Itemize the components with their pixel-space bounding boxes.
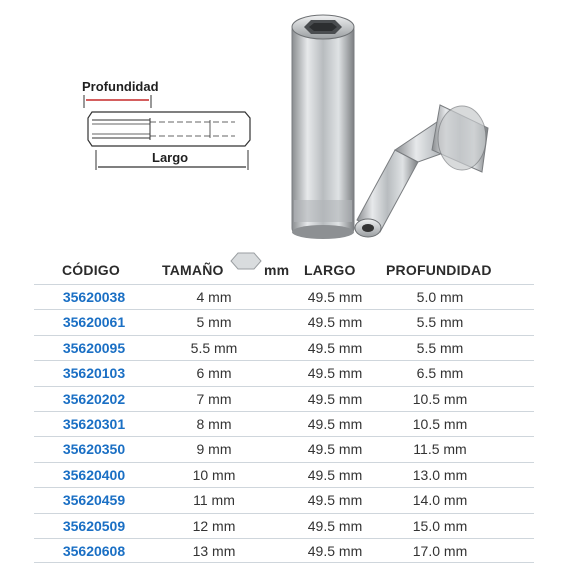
cell-depth: 5.0 mm xyxy=(416,289,464,305)
cell-length: 49.5 mm xyxy=(307,441,363,458)
table-row xyxy=(34,436,534,461)
cell-code[interactable]: 35620459 xyxy=(62,492,126,509)
table-row xyxy=(34,309,534,334)
cell-depth: 6.5 mm xyxy=(416,365,464,382)
cell-length: 49.5 mm xyxy=(307,365,363,382)
cell-size: 13 mm xyxy=(192,542,236,559)
table-row xyxy=(34,411,534,436)
specs-table xyxy=(34,256,534,563)
header-depth: PROFUNDIDAD xyxy=(386,262,492,278)
cell-size: 12 mm xyxy=(192,517,236,534)
socket-illustration xyxy=(0,0,570,255)
table-row xyxy=(34,462,534,487)
cell-length: 49.5 mm xyxy=(307,289,363,305)
cell-size: 10 mm xyxy=(192,466,236,483)
cell-length: 49.5 mm xyxy=(307,339,363,356)
cell-depth: 15.0 mm xyxy=(412,517,468,534)
cell-code[interactable]: 35620301 xyxy=(62,415,126,432)
cell-depth: 10.5 mm xyxy=(412,415,468,432)
cell-size: 9 mm xyxy=(196,441,232,458)
cell-size: 11 mm xyxy=(193,492,235,509)
product-diagram xyxy=(0,0,570,255)
cell-size: 8 mm xyxy=(196,415,232,432)
cell-depth: 14.0 mm xyxy=(412,492,468,509)
cell-code[interactable]: 35620608 xyxy=(62,542,126,559)
cell-code[interactable]: 35620061 xyxy=(62,314,126,331)
cell-code[interactable]: 35620038 xyxy=(62,289,126,305)
table-row xyxy=(34,538,534,563)
cell-size: 5.5 mm xyxy=(190,339,238,356)
header-size: TAMAÑO xyxy=(162,262,224,278)
cell-depth: 10.5 mm xyxy=(412,390,468,407)
length-label: Largo xyxy=(152,150,189,165)
header-size-unit: mm xyxy=(264,262,290,278)
table-header xyxy=(34,256,534,284)
cell-size: 7 mm xyxy=(196,390,232,407)
cell-depth: 5.5 mm xyxy=(416,339,464,356)
table-row xyxy=(34,386,534,411)
cell-length: 49.5 mm xyxy=(307,492,363,509)
large-socket-image xyxy=(292,15,354,239)
cell-size: 5 mm xyxy=(196,314,232,331)
cell-length: 49.5 mm xyxy=(307,517,363,534)
header-length: LARGO xyxy=(304,262,356,278)
cell-code[interactable]: 35620103 xyxy=(62,365,126,382)
depth-label: Profundidad xyxy=(82,79,159,94)
table-row xyxy=(34,360,534,385)
cell-depth: 17.0 mm xyxy=(412,542,468,559)
table-row xyxy=(34,284,534,309)
cell-length: 49.5 mm xyxy=(307,390,363,407)
small-socket-image xyxy=(355,105,488,237)
table-row xyxy=(34,513,534,538)
hex-size-icon xyxy=(230,250,262,272)
cell-length: 49.5 mm xyxy=(307,466,363,483)
cell-depth: 13.0 mm xyxy=(412,466,468,483)
header-code: CÓDIGO xyxy=(62,262,120,278)
cell-depth: 5.5 mm xyxy=(416,314,464,331)
cell-code[interactable]: 35620095 xyxy=(62,339,126,356)
cell-length: 49.5 mm xyxy=(307,415,363,432)
table-row xyxy=(34,335,534,360)
cell-code[interactable]: 35620202 xyxy=(62,390,126,407)
cell-length: 49.5 mm xyxy=(307,314,363,331)
cell-size: 4 mm xyxy=(196,289,232,305)
cell-depth: 11.5 mm xyxy=(413,441,467,458)
cell-code[interactable]: 35620400 xyxy=(62,466,126,483)
table-row xyxy=(34,487,534,512)
cell-length: 49.5 mm xyxy=(307,542,363,559)
cell-code[interactable]: 35620350 xyxy=(62,441,126,458)
cell-size: 6 mm xyxy=(196,365,232,382)
cell-code[interactable]: 35620509 xyxy=(62,517,126,534)
